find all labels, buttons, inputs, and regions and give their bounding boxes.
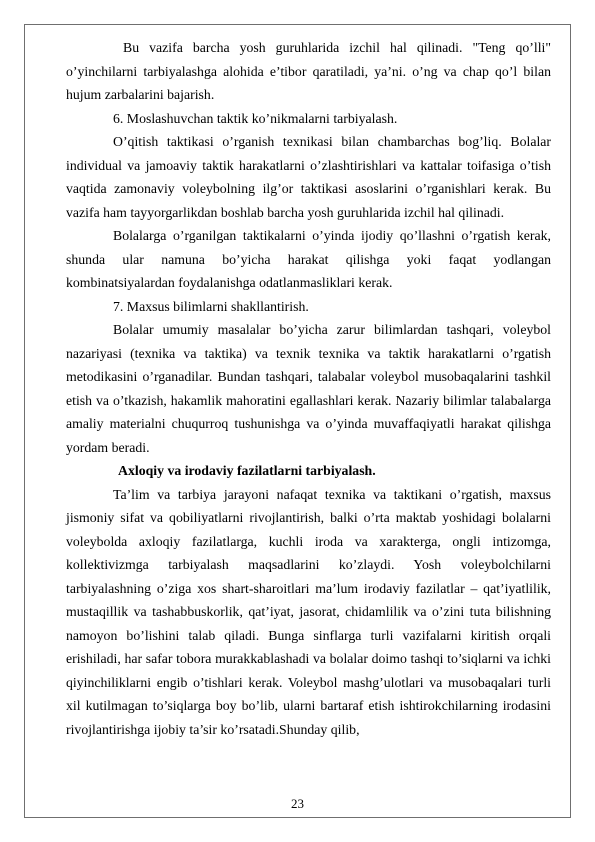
- paragraph-upbringing: Ta’lim va tarbiya jarayoni nafaqat texnika va taktikani o’rgatish, maxsus jismoniy sifat va qobiliyatlarni rivojlantirish, balki o’rta maktab yoshidagi bolalarni voleybolda axloqiy fazilatlarga, kuchli iroda va xarakterga, ongli intizomga, kollektivizmga tarbiyalash maqsadlarini ko’zlaydi. Yosh voleybolchilarni tarbiyalashning o’ziga xos shart-sharoitlari ma’lum irodaviy fazilatlar – qat’iyatlilik, mustaqillik va tashabbuskorlik, qat’iyat, jasorat, chidamlilik va o’zini tuta bilishning namoyon bo’lishini talab qiladi. Bunga sinflarga turli vazifalarni kiritish orqali erishiladi, har safar tobora murakkablashadi va bolalar doimo tashqi to’siqlarni va ichki qiyinchiliklarni engib o’tishlari kerak. Voleybol mashg’ulotlari va musobaqalari turli xil kutilmagan to’siqlarga boy bo’lib, ularni bartaraf etish ishtirokchilarning irodasini rivojlantirishga ijobiy ta’sir ko’rsatadi.Shunday qilib,: [66, 486, 551, 737]
- section-heading-7: 7. Maxsus bilimlarni shakllantirish.: [113, 298, 309, 314]
- page-number: 23: [291, 796, 304, 811]
- paragraph-tactics: O’qitish taktikasi o’rganish texnikasi bilan chambarchas bog’liq. Bolalar individual va jamoaviy taktik harakatlarni o’zlashtirishlari va kattalar toifasiga o’tish vaqtida zamonaviy voleybolning ilg’or taktikasi asoslarini o’rganishlari kerak. Bu vazifa ham tayyorgarlikdan boshlab barcha yosh guruhlarida izchil hal qilinadi.: [66, 134, 551, 220]
- section-heading-6: 6. Moslashuvchan taktik ko’nikmalarni tarbiyalash.: [113, 110, 398, 126]
- document-body: [66, 36, 551, 741]
- paragraph-intro: Bu vazifa barcha yosh guruhlarida izchil hal qilinadi. "Teng qo’lli" o’yinchilarni tarbiyalashga alohida e’tibor qaratiladi, ya’ni. o’ng va chap qo’l bilan hujum zarbalarini bajarish.: [66, 40, 551, 102]
- section-heading-moral: Axloqiy va irodaviy fazilatlarni tarbiyalash.: [118, 463, 376, 478]
- paragraph-creative-use: Bolalarga o’rganilgan taktikalarni o’yinda ijodiy qo’llashni o’rgatish kerak, shunda ular namuna bo’yicha harakat qilishga yoki faqat yodlangan kombinatsiyalardan foydalanishga odatlanmasliklari kerak.: [66, 228, 551, 290]
- paragraph-knowledge: Bolalar umumiy masalalar bo’yicha zarur bilimlardan tashqari, voleybol nazariyasi (texnika va taktika) va texnik texnika va taktik harakatlarni o’rgatish metodikasini o’rganadilar. Bundan tashqari, talabalar voleybol musobaqalarini tashkil etish va o’tkazish, hakamlik mahoratini egallashlari kerak. Nazariy bilimlar talabalarga amaliy materialni chuqurroq tushunishga va o’yinda muvaffaqiyatli harakat qilishga yordam beradi.: [66, 322, 551, 455]
